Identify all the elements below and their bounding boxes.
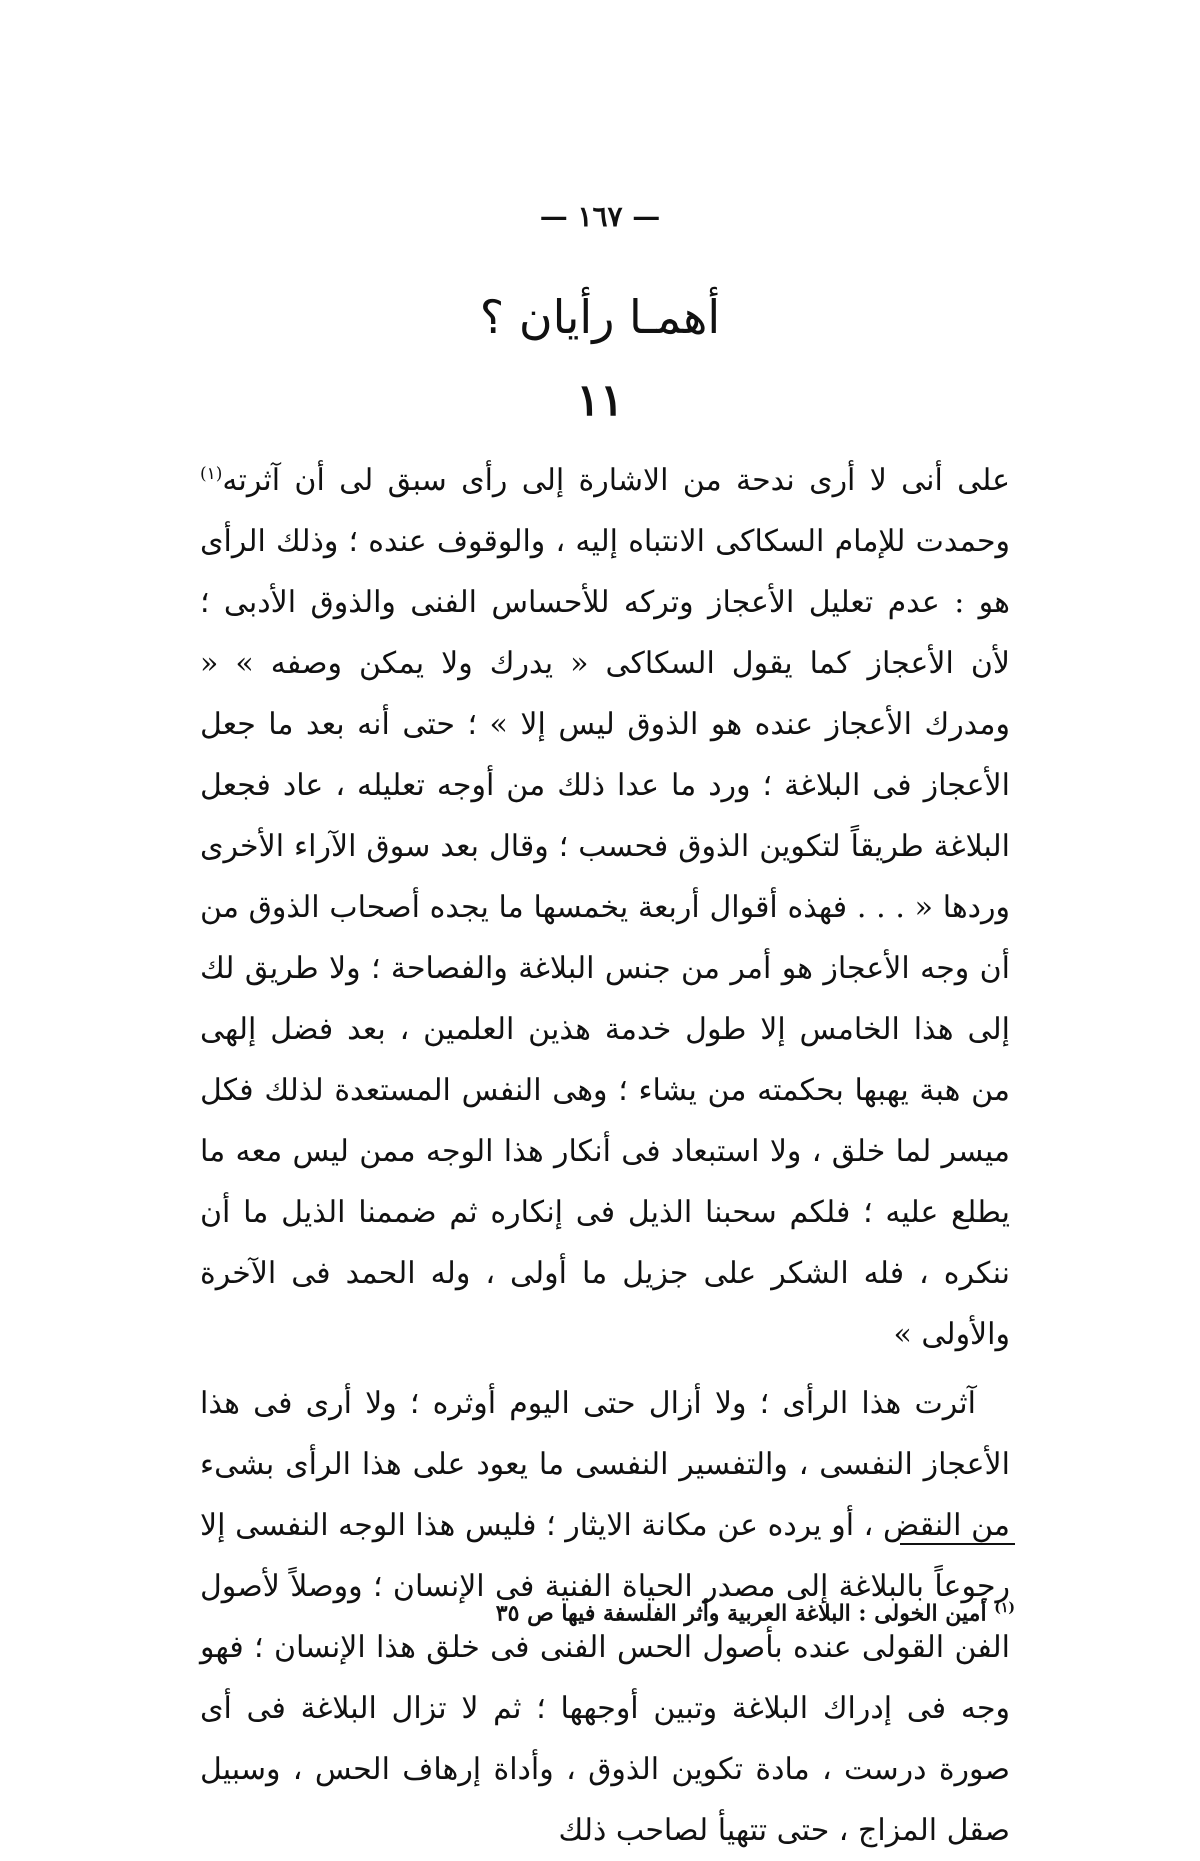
body-text — [200, 450, 1010, 1861]
footnote-marker: (١) — [994, 1600, 1015, 1616]
footnote — [440, 1600, 1015, 1626]
footnote-reference: (١) — [200, 464, 223, 484]
section-number: ١١ — [576, 375, 624, 426]
paragraph-1 — [200, 450, 1010, 1365]
paragraph-2: آثرت هذا الرأى ؛ ولا أزال حتى اليوم أوثره ؛ ولا أرى فى هذا الأعجاز النفسى ، والتفسير النفسى ما يعود على هذا الرأى بشىء من النقض ، أو يرده عن مكانة الايثار ؛ فليس هذا الوجه النفسى إلا رجوعاً بالبلاغة إلى مصدر الحياة الفنية فى الإنسان ؛ ووصلاً لأصول الفن القولى عنده بأصول الحس الفنى فى خلق هذا الإنسان ؛ فهو وجه فى إدراك البلاغة وتبين أوجهها ؛ ثم لا تزال البلاغة فى أى صورة درست ، مادة تكوين الذوق ، وأداة إرهاف الحس ، وسبيل صقل المزاج ، حتى تتهيأ لصاحب ذلك — [200, 1386, 1010, 1848]
paragraph-1-start: على أنى لا أرى ندحة من الاشارة إلى رأى سبق لى أن آثرته — [222, 463, 1010, 498]
footnote-separator — [900, 1543, 1015, 1545]
page-number: — ١٦٧ — — [539, 200, 661, 233]
footnote-text: أمين الخولى : البلاغة العربية وأثر الفلسفة فيها ص ٣٥ — [495, 1600, 995, 1627]
chapter-heading: أهمـا رأيان ؟ — [479, 290, 721, 344]
paragraph-1-rest: وحمدت للإمام السكاكى الانتباه إليه ، والوقوف عنده ؛ وذلك الرأى هو : عدم تعليل الأعجاز وتركه للأحساس الفنى والذوق الأدبى ؛ لأن الأعجاز كما يقول السكاكى « يدرك ولا يمكن وصفه » « ومدرك الأعجاز عنده هو الذوق ليس إلا » ؛ حتى أنه بعد ما جعل الأعجاز فى البلاغة ؛ ورد ما عدا ذلك من أوجه تعليله ، عاد فجعل البلاغة طريقاً لتكوين الذوق فحسب ؛ وقال بعد سوق الآراء الأخرى وردها « . . . فهذه أقوال أربعة يخمسها ما يجده أصحاب الذوق من أن وجه الأعجاز هو أمر من جنس البلاغة والفصاحة ؛ ولا طريق لك إلى هذا الخامس إلا طول خدمة هذين العلمين ، بعد فضل إلهى من هبة يهبها بحكمته من يشاء ؛ وهى النفس المستعدة لذلك فكل ميسر لما خلق ، ولا استبعاد فى أنكار هذا الوجه ممن ليس معه ما يطلع عليه ؛ فلكم سحبنا الذيل فى إنكاره ثم ضممنا الذيل ما أن ننكره ، فله الشكر على جزيل ما أولى ، وله الحمد فى الآخرة والأولى » — [200, 524, 1010, 1352]
